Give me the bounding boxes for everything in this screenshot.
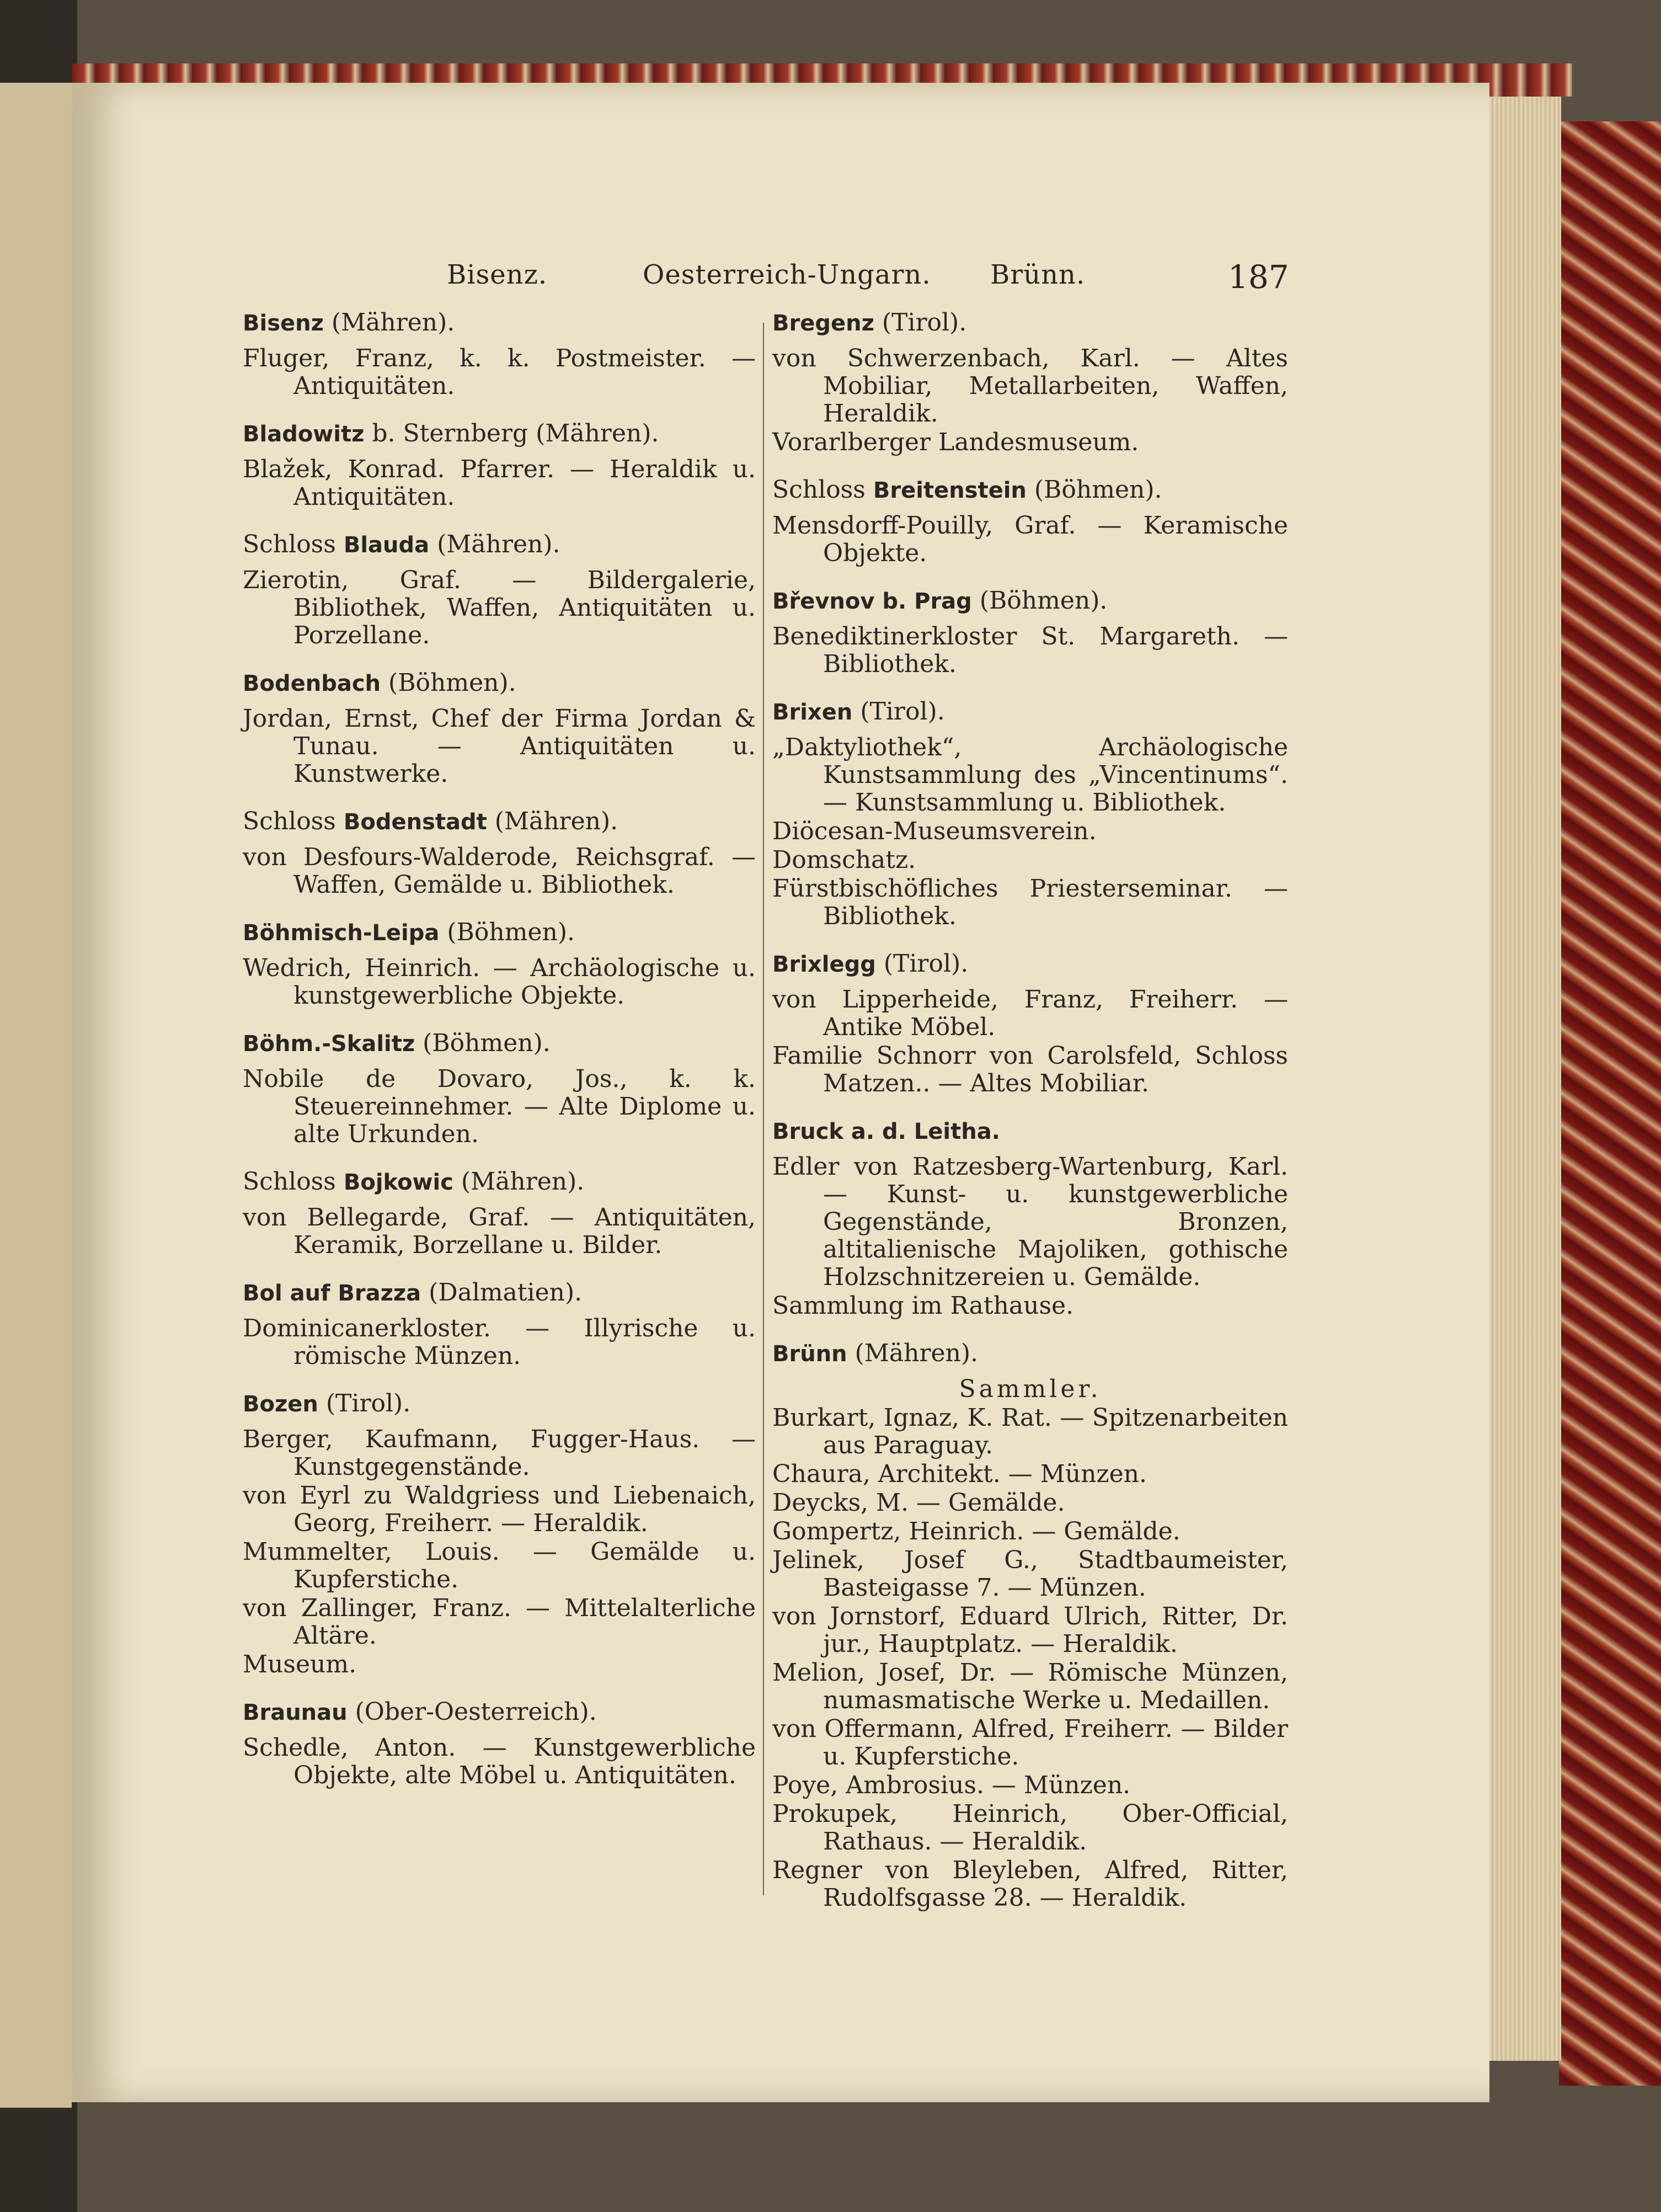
collection-entry: Jelinek, Josef G., Stadtbaumeister, Basteigasse 7. — Münzen.: [772, 1546, 1288, 1602]
right-column: [772, 309, 1288, 1913]
section-heading: [243, 669, 756, 697]
place-qualifier: (Böhmen).: [447, 918, 575, 946]
running-head-right: Brünn.: [990, 259, 1086, 290]
column-divider: [763, 323, 764, 1895]
collection-entry: von Jornstorf, Eduard Ulrich, Ritter, Dr. jur., Hauptplatz. — Heraldik.: [772, 1602, 1288, 1658]
section-heading: [243, 1030, 756, 1058]
running-head-center: Oesterreich-Ungarn.: [643, 259, 931, 290]
collection-entry: Gompertz, Heinrich. — Gemälde.: [772, 1517, 1181, 1545]
place-qualifier: (Mähren).: [854, 1339, 979, 1367]
section-heading: [243, 420, 756, 448]
collection-entry: Domschatz.: [772, 846, 916, 874]
place-name: Bol auf Brazza: [243, 1281, 421, 1306]
collection-entry: von Desfours-Walderode, Reichsgraf. — Waffen, Gemälde u. Bibliothek.: [243, 843, 756, 899]
left-column: [243, 309, 756, 1790]
collection-entry: Blažek, Konrad. Pfarrer. — Heraldik u. Antiquitäten.: [243, 455, 756, 511]
section-heading: [772, 587, 1288, 615]
place-name: Bodenbach: [243, 671, 381, 696]
place-name: Bruck a. d. Leitha.: [772, 1119, 1000, 1144]
collection-entry: Benediktinerkloster St. Margareth. — Bibliothek.: [772, 622, 1288, 678]
section-heading: [243, 808, 756, 836]
collection-entry: Schedle, Anton. — Kunstgewerbliche Objekte, alte Möbel u. Antiquitäten.: [243, 1734, 756, 1789]
section-heading: [243, 309, 756, 337]
place-name: Braunau: [243, 1700, 348, 1725]
collection-entry: Nobile de Dovaro, Jos., k. k. Steuereinnehmer. — Alte Diplome u. alte Urkunden.: [243, 1065, 756, 1148]
place-qualifier: (Mähren).: [494, 807, 618, 835]
collection-entry: Edler von Ratzesberg-Wartenburg, Karl. — Kunst- u. kunstgewerbliche Gegenstände, Bronzen, altitalienische Majoliken, gothische Holzschnitzereien u. Gemälde.: [772, 1153, 1288, 1291]
collection-entry: Burkart, Ignaz, K. Rat. — Spitzenarbeiten aus Paraguay.: [772, 1404, 1288, 1459]
collection-entry: Sammlung im Rathause.: [772, 1292, 1074, 1320]
place-qualifier: (Mähren).: [331, 308, 455, 337]
place-qualifier: (Mähren).: [437, 530, 560, 558]
section-heading: [243, 1168, 756, 1196]
collection-entry: Mummelter, Louis. — Gemälde u. Kupferstiche.: [243, 1538, 756, 1593]
collection-entry: von Eyrl zu Waldgriess und Liebenaich, Georg, Freiherr. — Heraldik.: [243, 1481, 756, 1537]
place-name: Bladowitz: [243, 422, 365, 447]
section-heading: [243, 1698, 756, 1726]
collection-entry: Melion, Josef, Dr. — Römische Münzen, numasmatische Werke u. Medaillen.: [772, 1659, 1288, 1714]
section-heading: [243, 531, 756, 559]
running-head-left: Bisenz.: [447, 259, 548, 290]
place-qualifier: (Böhmen).: [388, 669, 516, 697]
collection-entry: Diöcesan-Museumsverein.: [772, 817, 1097, 845]
place-qualifier: (Böhmen).: [1034, 476, 1162, 504]
section-heading: [772, 309, 1288, 337]
place-qualifier: (Tirol).: [883, 950, 969, 978]
collection-entry: Familie Schnorr von Carolsfeld, Schloss Matzen.. — Altes Mobiliar.: [772, 1042, 1288, 1097]
collection-entry: Prokupek, Heinrich, Ober-Official, Rathaus. — Heraldik.: [772, 1800, 1288, 1856]
place-qualifier: (Tirol).: [325, 1389, 411, 1417]
place-qualifier: (Mähren).: [461, 1168, 585, 1196]
place-name: Böhm.-Skalitz: [243, 1031, 415, 1057]
place-name: Bisenz: [243, 311, 324, 336]
place-name: Bojkowic: [343, 1170, 453, 1195]
place-name: Breitenstein: [873, 478, 1027, 503]
collection-entry: von Lipperheide, Franz, Freiherr. — Antike Möbel.: [772, 985, 1288, 1041]
place-qualifier: (Böhmen).: [979, 587, 1108, 615]
subheading: Sammler.: [959, 1375, 1102, 1403]
page-number: 187: [1228, 258, 1289, 296]
place-name: Brixen: [772, 700, 853, 725]
collection-entry: Wedrich, Heinrich. — Archäologische u. kunstgewerbliche Objekte.: [243, 954, 756, 1010]
place-name: Bodenstadt: [343, 809, 487, 835]
place-name: Bregenz: [772, 311, 874, 336]
collection-entry: Zierotin, Graf. — Bildergalerie, Bibliothek, Waffen, Antiquitäten u. Porzellane.: [243, 566, 756, 649]
collection-entry: Poye, Ambrosius. — Münzen.: [772, 1771, 1131, 1799]
place-name: Böhmisch-Leipa: [243, 920, 440, 946]
facing-page-edge: [0, 83, 72, 2108]
collection-entry: Vorarlberger Landesmuseum.: [772, 428, 1139, 456]
place-prefix: Schloss: [772, 476, 866, 504]
collection-entry: Museum.: [243, 1650, 357, 1678]
place-name: Brixlegg: [772, 952, 876, 977]
section-heading: [243, 1279, 756, 1307]
place-qualifier: (Böhmen).: [423, 1029, 551, 1057]
section-heading: [243, 1390, 756, 1418]
collection-entry: von Bellegarde, Graf. — Antiquitäten, Keramik, Borzellane u. Bilder.: [243, 1203, 756, 1259]
place-prefix: Schloss: [243, 807, 336, 835]
collection-entry: von Offermann, Alfred, Freiherr. — Bilder u. Kupferstiche.: [772, 1715, 1288, 1771]
place-qualifier: (Tirol).: [860, 697, 945, 726]
collection-entry: „Daktyliothek“, Archäologische Kunstsammlung des „Vincentinums“. — Kunstsammlung u. Bibliothek.: [772, 733, 1288, 817]
place-name: Brünn: [772, 1341, 847, 1367]
place-qualifier: (Ober-Oesterreich).: [355, 1698, 597, 1726]
section-heading: [772, 1117, 1288, 1145]
place-prefix: Schloss: [243, 530, 336, 558]
collection-entry: Chaura, Architekt. — Münzen.: [772, 1460, 1147, 1488]
collection-entry: von Zallinger, Franz. — Mittelalterliche Altäre.: [243, 1594, 756, 1650]
collection-entry: von Schwerzenbach, Karl. — Altes Mobiliar, Metallarbeiten, Waffen, Heraldik.: [772, 344, 1288, 428]
section-heading: [772, 476, 1288, 504]
collection-entry: Dominicanerkloster. — Illyrische u. römische Münzen.: [243, 1314, 756, 1370]
collection-entry: Jordan, Ernst, Chef der Firma Jordan & Tunau. — Antiquitäten u. Kunstwerke.: [243, 705, 756, 788]
section-heading: [772, 698, 1288, 726]
collection-entry: Mensdorff-Pouilly, Graf. — Keramische Objekte.: [772, 511, 1288, 567]
place-prefix: Schloss: [243, 1168, 336, 1196]
place-qualifier: (Dalmatien).: [429, 1278, 583, 1307]
place-name: Bozen: [243, 1392, 318, 1417]
collection-entry: Regner von Bleyleben, Alfred, Ritter, Rudolfsgasse 28. — Heraldik.: [772, 1856, 1288, 1912]
place-qualifier: (Tirol).: [882, 308, 967, 337]
collection-entry: Deycks, M. — Gemälde.: [772, 1489, 1065, 1517]
section-heading: [772, 950, 1288, 978]
section-heading: [772, 1340, 1288, 1368]
place-name: Břevnov b. Prag: [772, 589, 972, 614]
place-name: Blauda: [343, 532, 430, 558]
place-qualifier: b. Sternberg (Mähren).: [372, 419, 659, 447]
collection-entry: Fluger, Franz, k. k. Postmeister. — Antiquitäten.: [243, 344, 756, 400]
marbled-book-edge: [1559, 121, 1661, 2086]
collection-entry: Berger, Kaufmann, Fugger-Haus. — Kunstgegenstände.: [243, 1425, 756, 1481]
collection-entry: Fürstbischöfliches Priesterseminar. — Bibliothek.: [772, 875, 1288, 930]
section-heading: [243, 919, 756, 947]
